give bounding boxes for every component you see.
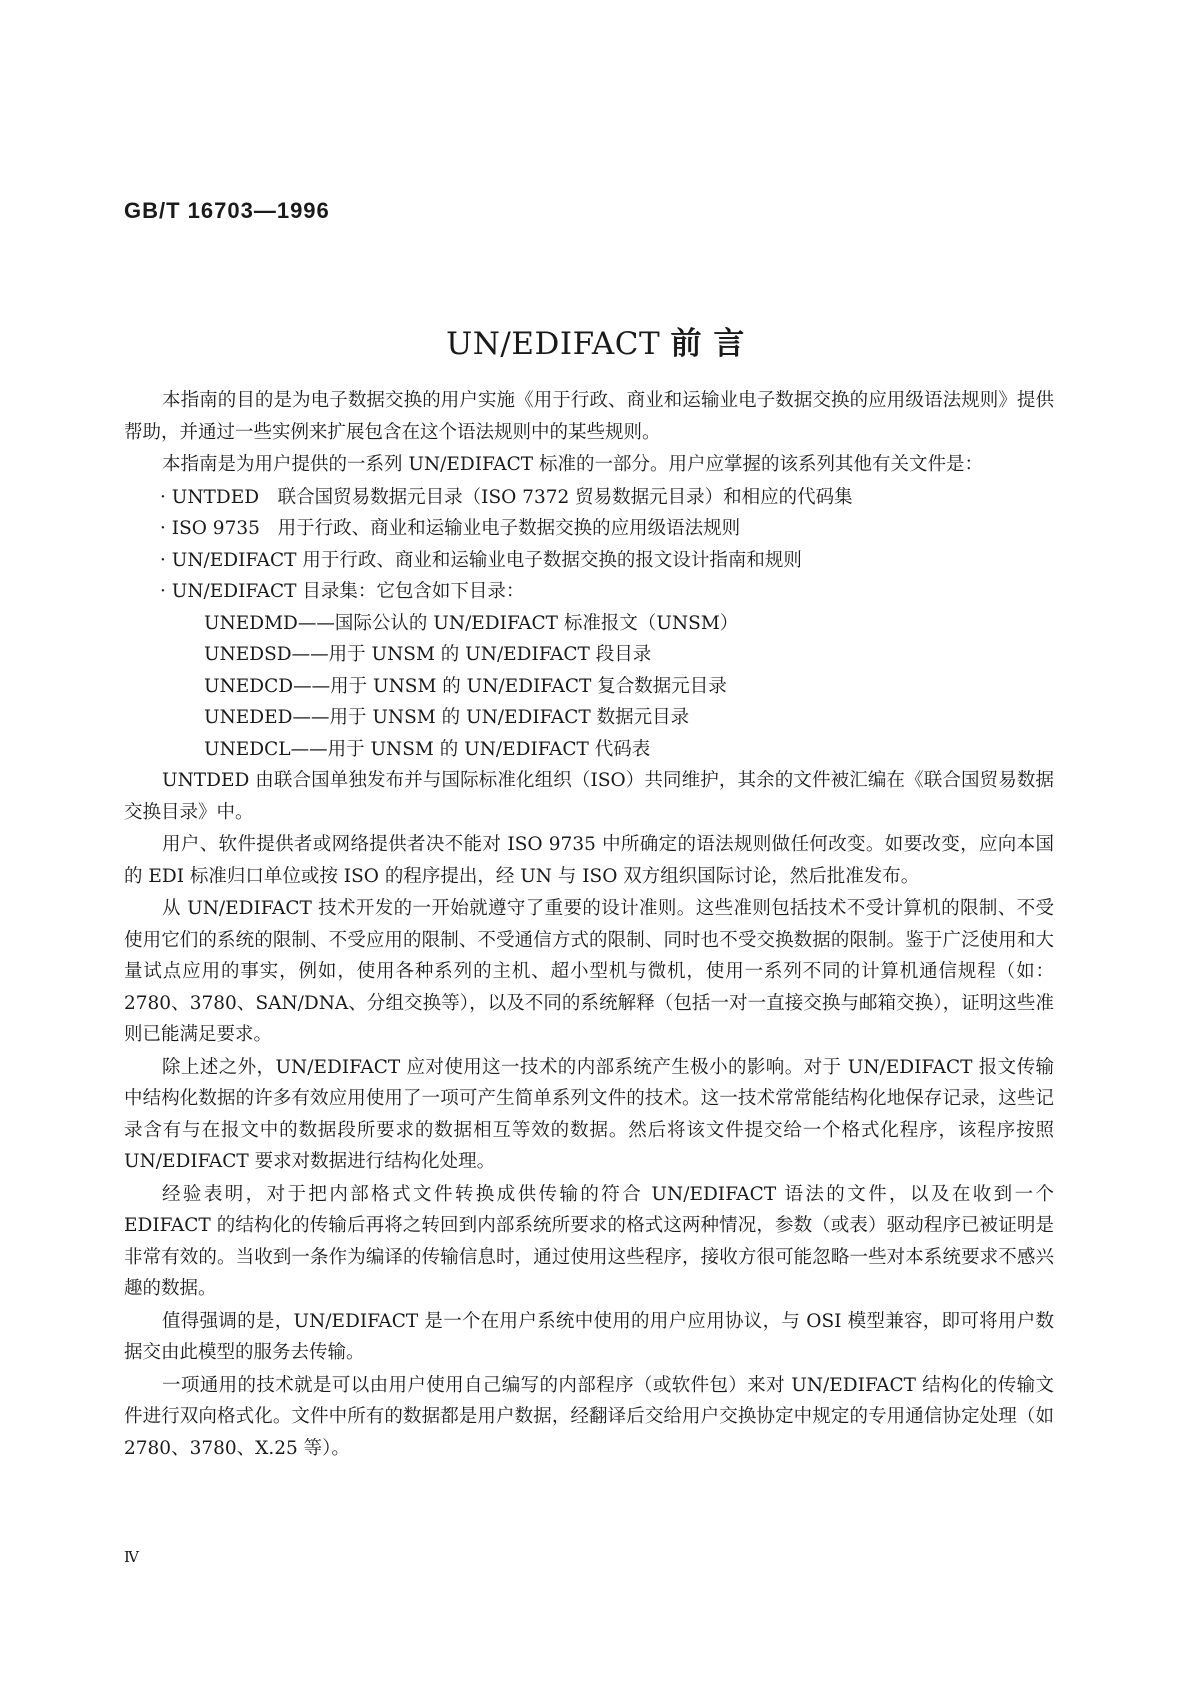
directory-text: 用于 UNSM 的 UN/EDIFACT 段目录	[328, 644, 652, 665]
list-item-code: ISO 9735	[171, 518, 260, 539]
title-chinese: 前 言	[670, 326, 745, 362]
directory-code: UNEDCD	[204, 675, 294, 697]
directory-code: UNEDMD	[204, 612, 298, 634]
directory-code: UNEDED	[204, 707, 293, 728]
directory-text: 国际公认的 UN/EDIFACT 标准报文（UNSM）	[334, 612, 739, 634]
list-item: UNEDED——用于 UNSM 的 UN/EDIFACT 数据元目录	[204, 707, 690, 728]
paragraph-internal-systems: 除上述之外，UN/EDIFACT 应对使用这一技术的内部系统产生极小的影响。对于 UN/EDIFACT 报文传输中结构化数据的许多有效应用使用了一项可产生简单系列文件的技术。这一技术常常能结构化地保存记录，这些记录含有与在报文中的数据段所要求的数据相互等效的数据。然后将该文件提交给一个格式化程序，该程序按照 UN/EDIFACT 要求对数据进行结构化处理。	[124, 1056, 1054, 1172]
related-documents-list	[124, 482, 1054, 608]
directory-text: 用于 UNSM 的 UN/EDIFACT 复合数据元目录	[330, 675, 727, 697]
directory-code: UNEDSD	[204, 644, 292, 665]
directory-text: 用于 UNSM 的 UN/EDIFACT 数据元目录	[329, 707, 690, 728]
paragraph-experience: 经验表明，对于把内部格式文件转换成供传输的符合 UN/EDIFACT 语法的文件，以及在收到一个 EDIFACT 的结构化的传输后再将之转回到内部系统所要求的格式这两种情况，参数（或表）驱动程序已被证明是非常有效的。当收到一条作为编译的传输信息时，通过使用这些程序，接收方很可能忽略一些对本系统要求不感兴趣的数据。	[124, 1183, 1054, 1299]
list-item-text: 目录集：它包含如下目录：	[302, 581, 525, 602]
list-item-code: UN/EDIFACT	[171, 549, 297, 571]
list-item: UNEDSD——用于 UNSM 的 UN/EDIFACT 段目录	[204, 644, 652, 665]
list-item: · UN/EDIFACT 目录集：它包含如下目录：	[124, 576, 1054, 608]
paragraph-changes: 用户、软件提供者或网络提供者决不能对 ISO 9735 中所确定的语法规则做任何改变。如要改变，应向本国的 EDI 标准归口单位或按 ISO 的程序提出，经 UN 与 ISO 双方组织国际讨论，然后批准发布。	[124, 834, 1054, 887]
list-item: · ISO 9735 用于行政、商业和运输业电子数据交换的应用级语法规则	[124, 513, 1054, 545]
list-item-text: 联合国贸易数据元目录（ISO 7372 贸易数据元目录）和相应的代码集	[277, 486, 853, 508]
page-number: Ⅳ	[124, 1548, 139, 1566]
list-item: · UN/EDIFACT 用于行政、商业和运输业电子数据交换的报文设计指南和规则	[124, 545, 1054, 577]
list-item-code: UNTDED	[171, 486, 260, 508]
page-title	[0, 318, 1191, 363]
directory-code: UNEDCL	[204, 738, 291, 760]
paragraph-formatting: 一项通用的技术就是可以由用户使用自己编写的内部程序（或软件包）来对 UN/EDIFACT 结构化的传输文件进行双向格式化。文件中所有的数据都是用户数据，经翻译后交给用户交换协定中规定的专用通信协定处理（如 2780、3780、X.25 等）。	[124, 1374, 1054, 1459]
document-body	[124, 385, 1054, 1465]
list-item: UNEDCL——用于 UNSM 的 UN/EDIFACT 代码表	[204, 738, 651, 760]
list-item: UNEDMD——国际公认的 UN/EDIFACT 标准报文（UNSM）	[204, 612, 739, 634]
list-item: UNEDCD——用于 UNSM 的 UN/EDIFACT 复合数据元目录	[204, 675, 727, 697]
list-item: · UNTDED 联合国贸易数据元目录（ISO 7372 贸易数据元目录）和相应的代码集	[124, 482, 1054, 514]
paragraph-series: 本指南是为用户提供的一系列 UN/EDIFACT 标准的一部分。用户应掌握的该系列其他有关文件是：	[162, 454, 984, 475]
paragraph-purpose: 本指南的目的是为电子数据交换的用户实施《用于行政、商业和运输业电子数据交换的应用级语法规则》提供帮助，并通过一些实例来扩展包含在这个语法规则中的某些规则。	[124, 390, 1054, 443]
paragraph-untded: UNTDED 由联合国单独发布并与国际标准化组织（ISO）共同维护，其余的文件被汇编在《联合国贸易数据交换目录》中。	[124, 770, 1054, 823]
title-latin: UN/EDIFACT	[446, 326, 661, 362]
paragraph-design-principles: 从 UN/EDIFACT 技术开发的一开始就遵守了重要的设计准则。这些准则包括技术不受计算机的限制、不受使用它们的系统的限制、不受应用的限制、不受通信方式的限制、同时也不受交换数据的限制。鉴于广泛使用和大量试点应用的事实，例如，使用各种系列的主机、超小型机与微机，使用一系列不同的计算机通信规程（如：2780、3780、SAN/DNA、分组交换等），以及不同的系统解释（包括一对一直接交换与邮箱交换），证明这些准则已能满足要求。	[124, 898, 1054, 1045]
directory-text: 用于 UNSM 的 UN/EDIFACT 代码表	[327, 738, 651, 760]
list-item-text: 用于行政、商业和运输业电子数据交换的报文设计指南和规则	[302, 549, 802, 571]
list-item-code: UN/EDIFACT	[171, 581, 297, 602]
standard-code: GB/T 16703—1996	[124, 198, 330, 223]
directory-list	[124, 608, 1054, 766]
list-item-text: 用于行政、商业和运输业电子数据交换的应用级语法规则	[277, 518, 741, 539]
paragraph-osi: 值得强调的是，UN/EDIFACT 是一个在用户系统中使用的用户应用协议，与 OSI 模型兼容，即可将用户数据交由此模型的服务去传输。	[124, 1310, 1054, 1363]
